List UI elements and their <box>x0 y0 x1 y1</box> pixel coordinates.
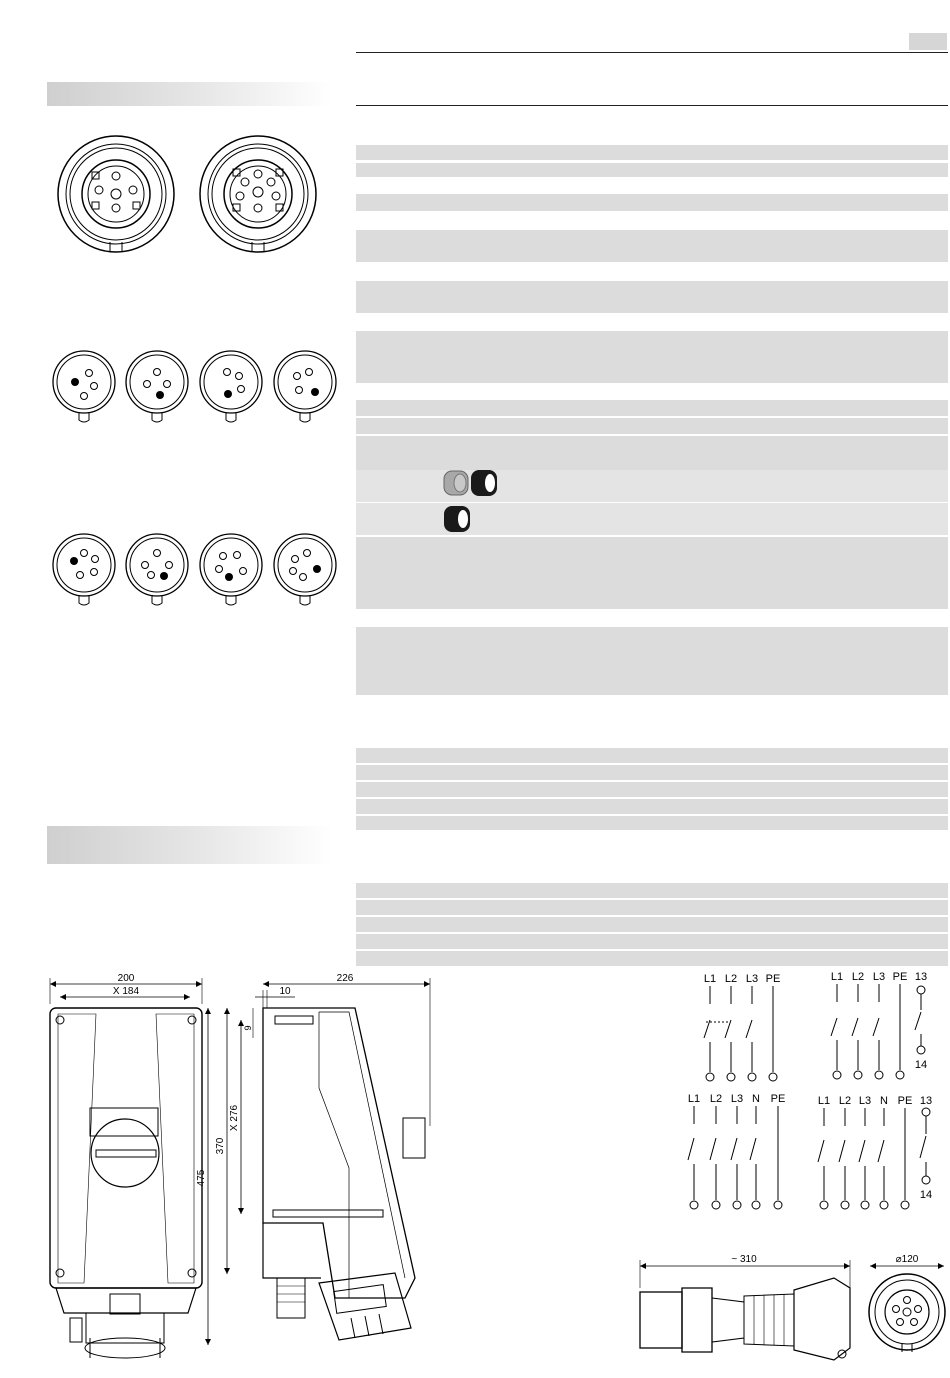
wiring-label: PE <box>892 971 908 983</box>
table-row <box>356 418 948 434</box>
table-row <box>356 782 948 797</box>
dim-front-inner-width: X 184 <box>112 986 140 997</box>
dim-side-inner-height: X 276 <box>229 1104 240 1132</box>
wiring-diagrams <box>680 964 948 1214</box>
table-row <box>356 331 948 383</box>
wiring-label: L2 <box>851 971 865 983</box>
table-row <box>356 194 948 211</box>
gland-black-icon-2 <box>444 506 470 532</box>
wiring-label: L1 <box>817 1095 831 1107</box>
table-row <box>356 230 948 262</box>
wiring-diagram-4 <box>818 1095 932 1209</box>
gland-grey-icon <box>444 471 468 495</box>
cable-gland-icons <box>440 468 504 532</box>
plug-face-icon <box>869 1274 945 1352</box>
wiring-diagram-2 <box>831 971 927 1079</box>
socket-face-5pin <box>58 136 174 252</box>
pin-config-5p-4 <box>274 534 336 605</box>
front-view-drawing <box>40 968 220 1366</box>
page-corner-tab <box>909 33 947 50</box>
dim-side-offset: 10 <box>279 986 291 997</box>
table-row <box>356 883 948 898</box>
wiring-label: L3 <box>872 971 886 983</box>
dim-side-small: 9 <box>243 1025 253 1031</box>
dim-front-width: 200 <box>117 973 135 984</box>
wiring-label: 14 <box>919 1189 933 1201</box>
dim-side-depth: 226 <box>336 973 354 984</box>
wiring-label: 13 <box>919 1095 933 1107</box>
wiring-label: L1 <box>687 1093 701 1105</box>
table-row <box>356 537 948 609</box>
table-row <box>356 145 948 160</box>
wiring-label: L1 <box>830 971 844 983</box>
wiring-label: L2 <box>838 1095 852 1107</box>
wiring-label: 14 <box>914 1059 928 1071</box>
table-row <box>356 765 948 780</box>
wiring-label: N <box>752 1093 760 1105</box>
dim-plug-diameter: ⌀120 <box>895 1254 919 1265</box>
wiring-label: 13 <box>914 971 928 983</box>
wiring-label: PE <box>770 1093 786 1105</box>
dim-plug-length: ~ 310 <box>731 1254 757 1265</box>
side-view-drawing <box>215 968 445 1366</box>
wiring-label: PE <box>765 973 781 985</box>
table-row <box>356 163 948 177</box>
wiring-label: N <box>880 1095 888 1107</box>
table-row <box>356 917 948 932</box>
pin-config-5p-3 <box>200 534 262 605</box>
pin-config-4p-2 <box>126 351 188 422</box>
table-row <box>356 799 948 814</box>
socket-face-7pin <box>200 136 316 252</box>
wiring-label: PE <box>897 1095 913 1107</box>
wiring-label: L3 <box>745 973 759 985</box>
pin-config-4p-1 <box>53 351 115 422</box>
wiring-label: L3 <box>730 1093 744 1105</box>
dim-front-height: 475 <box>196 1169 207 1187</box>
table-row <box>356 281 948 313</box>
wiring-label: L1 <box>703 973 717 985</box>
table-row <box>356 816 948 830</box>
table-row <box>356 400 948 416</box>
wiring-label: L3 <box>858 1095 872 1107</box>
table-row <box>356 934 948 949</box>
table-row <box>356 748 948 763</box>
pin-config-5p-1 <box>53 534 115 605</box>
socket-face-drawings <box>55 132 325 257</box>
pin-config-4p-4 <box>274 351 336 422</box>
gland-black-icon <box>471 470 497 496</box>
wiring-label: L2 <box>724 973 738 985</box>
wiring-diagram-3 <box>688 1093 785 1209</box>
pin-config-5p-2 <box>126 534 188 605</box>
section-header-bar-2 <box>47 826 332 864</box>
plug-drawing <box>634 1248 950 1370</box>
table-row <box>356 900 948 915</box>
wiring-label: L2 <box>709 1093 723 1105</box>
table-row <box>356 436 948 470</box>
section-header-bar <box>47 82 332 106</box>
table-row <box>356 627 948 695</box>
pin-config-4p-3 <box>200 351 262 422</box>
dim-side-height: 370 <box>215 1137 226 1155</box>
wiring-diagram-1 <box>704 973 780 1081</box>
header-rule-top <box>356 52 948 53</box>
header-rule-bottom <box>356 105 948 106</box>
pin-configuration-diagrams <box>50 349 340 609</box>
